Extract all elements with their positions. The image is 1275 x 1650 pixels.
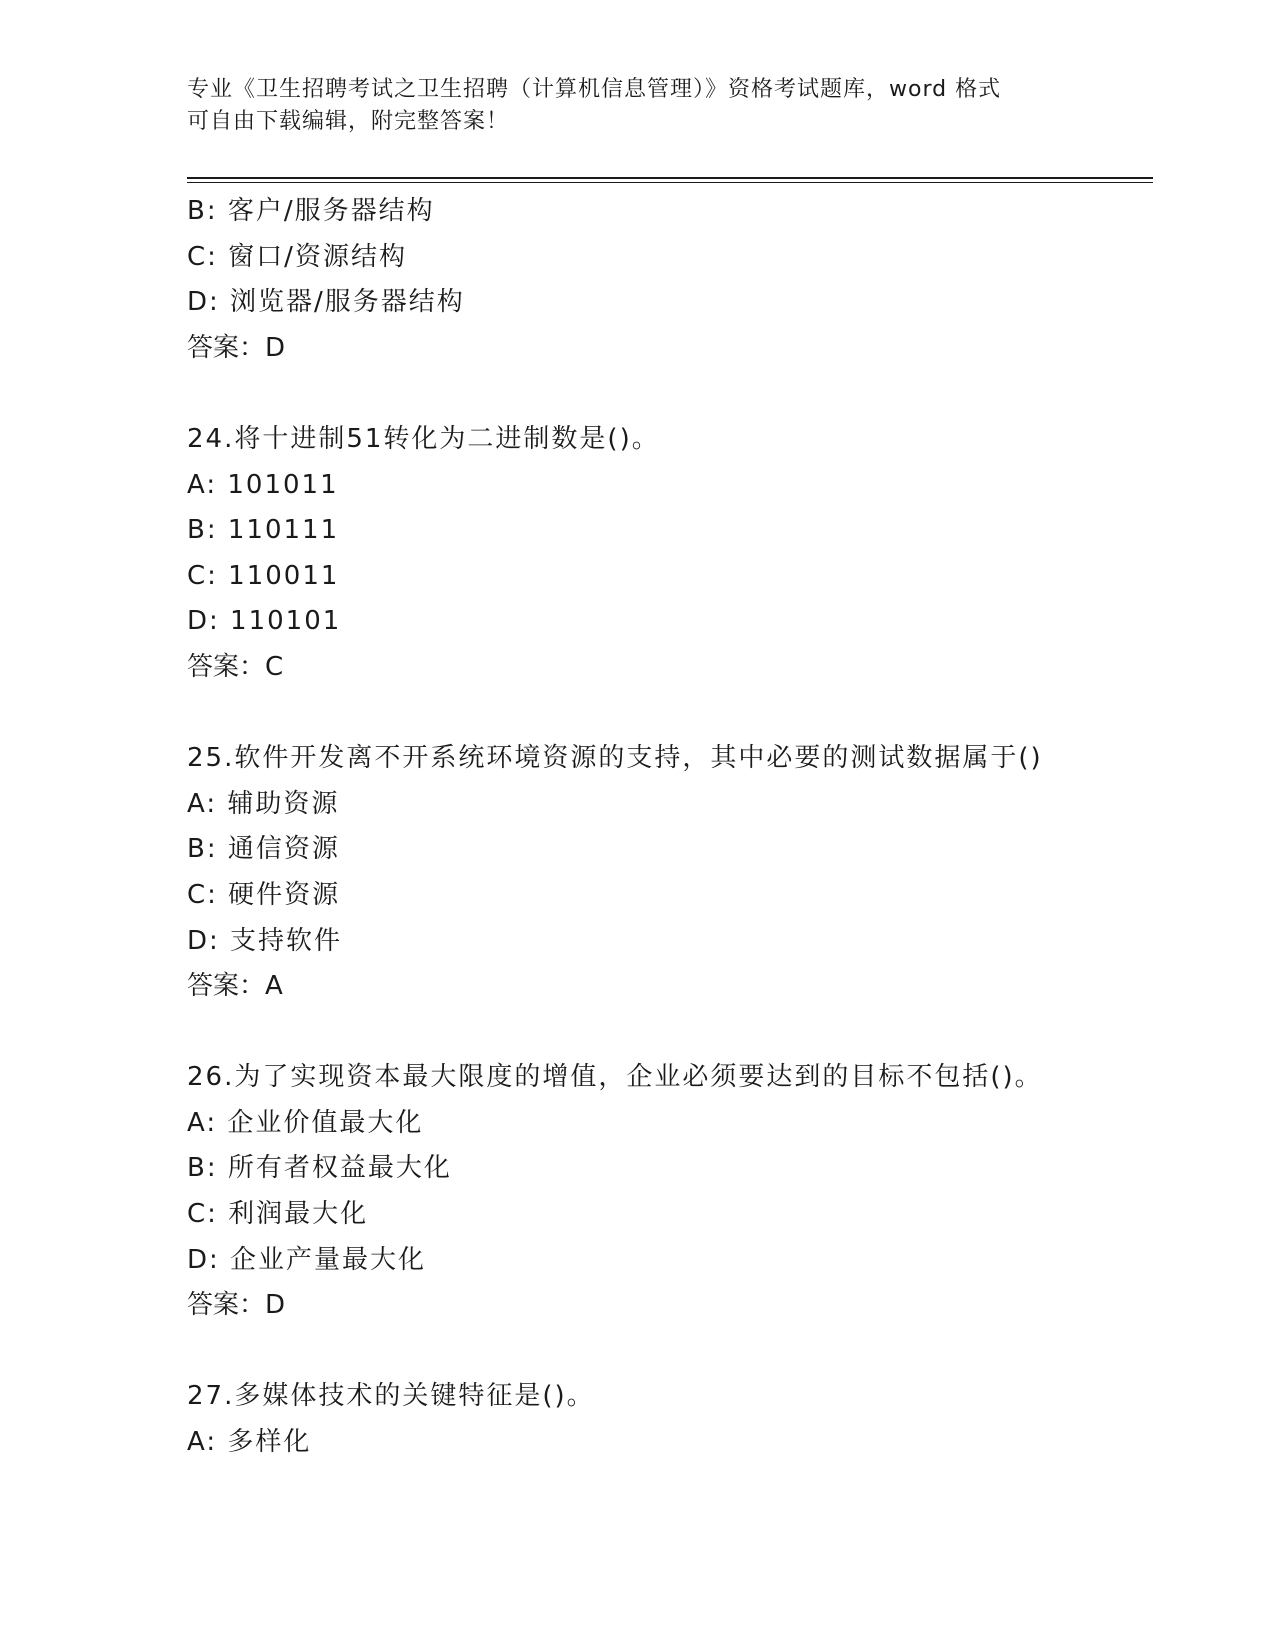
question-text: 24.将十进制51转化为二进制数是()。 xyxy=(187,423,660,454)
question-list xyxy=(187,189,1153,1466)
option-a: A: 企业价值最大化 xyxy=(187,1107,424,1138)
option-c: C: 窗口/资源结构 xyxy=(187,241,407,272)
answer: 答案：C xyxy=(187,651,284,682)
option-b: B: 110111 xyxy=(187,515,340,546)
question-24 xyxy=(187,417,1153,691)
question-27 xyxy=(187,1374,1153,1465)
option-b: B: 客户/服务器结构 xyxy=(187,196,435,226)
question-text: 27.多媒体技术的关键特征是()。 xyxy=(187,1381,595,1412)
option-a: A: 101011 xyxy=(187,469,339,500)
question-text: 25.软件开发离不开系统环境资源的支持，其中必要的测试数据属于() xyxy=(187,743,1043,774)
option-d: D: 企业产量最大化 xyxy=(187,1244,427,1275)
question-23 xyxy=(187,189,1153,371)
document-header xyxy=(187,74,1087,138)
answer: 答案：A xyxy=(187,971,283,1002)
spacer xyxy=(187,371,1153,417)
option-c: C: 硬件资源 xyxy=(187,879,341,910)
option-a: A: 辅助资源 xyxy=(187,788,340,819)
option-c: C: 110011 xyxy=(187,560,340,591)
option-b: B: 通信资源 xyxy=(187,834,340,865)
question-26 xyxy=(187,1055,1153,1329)
answer: 答案：D xyxy=(187,1290,286,1321)
question-25 xyxy=(187,736,1153,1010)
spacer xyxy=(187,1329,1153,1375)
option-d: D: 浏览器/服务器结构 xyxy=(187,287,465,318)
option-a: A: 多样化 xyxy=(187,1427,312,1458)
option-d: D: 110101 xyxy=(187,606,342,637)
option-b: B: 所有者权益最大化 xyxy=(187,1153,452,1184)
option-c: C: 利润最大化 xyxy=(187,1199,369,1230)
question-text: 26.为了实现资本最大限度的增值，企业必须要达到的目标不包括()。 xyxy=(187,1062,1043,1093)
header-line-1: 专业《卫生招聘考试之卫生招聘（计算机信息管理）》资格考试题库，word 格式 xyxy=(187,77,1002,102)
header-line-2: 可自由下载编辑，附完整答案！ xyxy=(187,109,510,134)
option-d: D: 支持软件 xyxy=(187,925,343,956)
header-divider-thin xyxy=(187,182,1153,183)
spacer xyxy=(187,691,1153,737)
answer: 答案：D xyxy=(187,332,286,363)
header-divider-thick xyxy=(187,177,1153,179)
spacer xyxy=(187,1010,1153,1056)
